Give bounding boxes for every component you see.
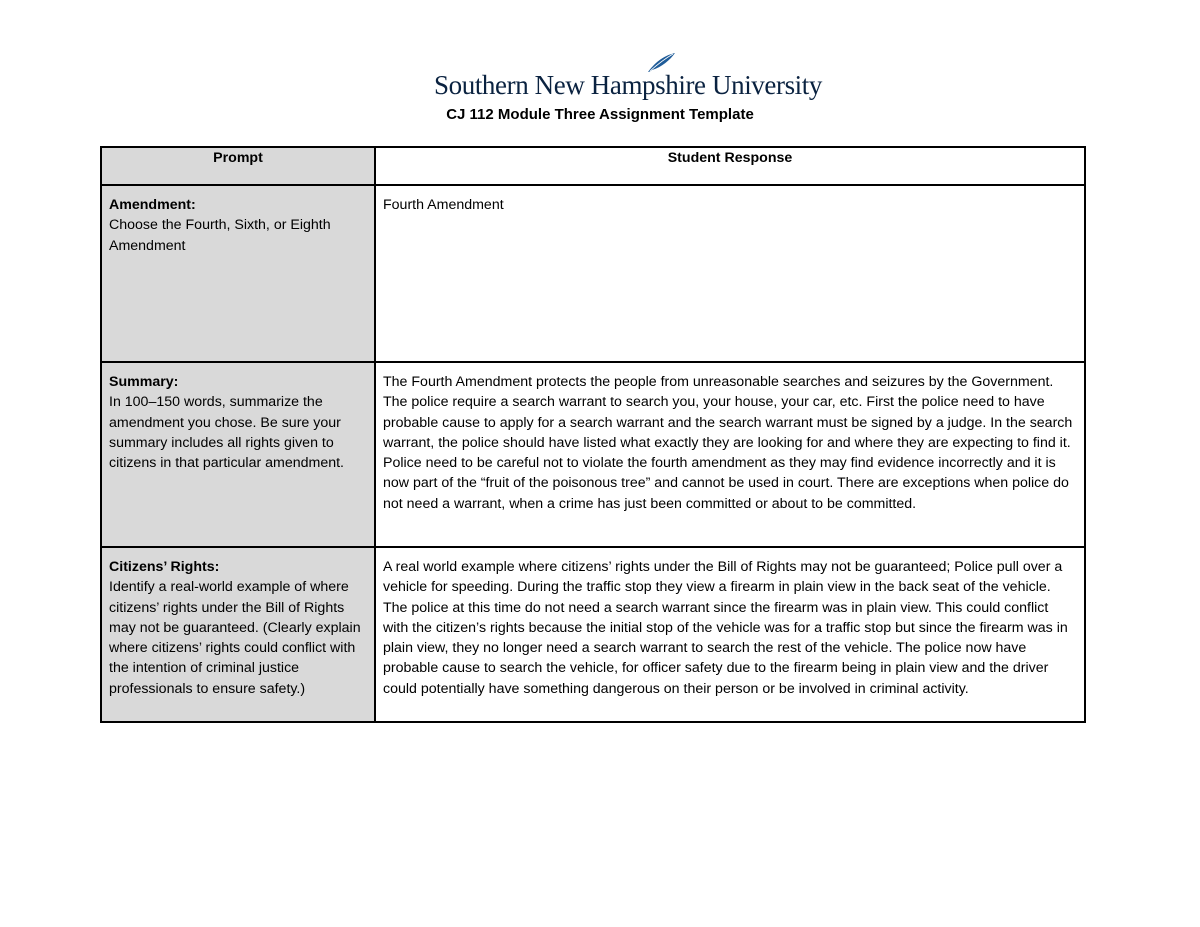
university-logo	[432, 52, 822, 102]
document-title: CJ 112 Module Three Assignment Template	[446, 106, 754, 123]
prompt-cell-amendment	[101, 185, 375, 362]
prompt-text: In 100–150 words, summarize the amendment you chose. Be sure your summary includes all rights given to citizens in that particular amendment.	[109, 394, 344, 472]
table-row	[101, 185, 1085, 362]
prompt-label: Summary:	[109, 374, 179, 390]
header-student-response: Student Response	[375, 147, 1085, 185]
table-row	[101, 362, 1085, 547]
table-header-row	[101, 147, 1085, 185]
table-row	[101, 547, 1085, 722]
response-cell-citizens-rights[interactable]	[375, 547, 1085, 722]
prompt-label: Amendment:	[109, 197, 196, 213]
response-text: Fourth Amendment	[383, 197, 504, 213]
response-text: A real world example where citizens’ rights under the Bill of Rights may not be guaranteed; Police pull over a vehicle for speeding. During the traffic stop they view a firearm in plain view in the back seat of the vehicle. The police at this time do not need a search warrant since the firearm was in plain view. This could conflict with the citizen’s rights because the initial stop of the vehicle was for a traffic stop but since the firearm was in plain view, they no longer need a search warrant to search the rest of the vehicle. The police now have probable cause to search the vehicle, for officer safety due to the firearm being in plain view and the driver could potentially have something dangerous on their person or be involved in criminal activity.	[383, 559, 1068, 697]
prompt-text: Choose the Fourth, Sixth, or Eighth Amendment	[109, 217, 331, 254]
response-cell-amendment[interactable]	[375, 185, 1085, 362]
response-text: The Fourth Amendment protects the people from unreasonable searches and seizures by the Government. The police require a search warrant to search you, your house, your car, etc. First the police need to have probable cause to apply for a search warrant and the search warrant must be signed by a judge. In the search warrant, the police should have listed what exactly they are looking for and where they are expecting to find it. Police need to be careful not to violate the fourth amendment as they may find evidence incorrectly and it is now part of the “fruit of the poisonous tree” and cannot be used in court. There are exceptions when police do not need a warrant, when a crime has just been committed or about to be committed.	[383, 374, 1073, 512]
prompt-cell-citizens-rights	[101, 547, 375, 722]
university-name: Southern New Hampshire University	[434, 70, 822, 100]
prompt-text: Identify a real-world example of where citizens’ rights under the Bill of Rights may not be guaranteed. (Clearly explain where citizens’ rights could conflict with the intention of criminal justice professionals to ensure safety.)	[109, 579, 361, 697]
response-cell-summary[interactable]	[375, 362, 1085, 547]
prompt-cell-summary	[101, 362, 375, 547]
header-prompt: Prompt	[101, 147, 375, 185]
assignment-table	[100, 146, 1086, 723]
prompt-label: Citizens’ Rights:	[109, 559, 220, 575]
